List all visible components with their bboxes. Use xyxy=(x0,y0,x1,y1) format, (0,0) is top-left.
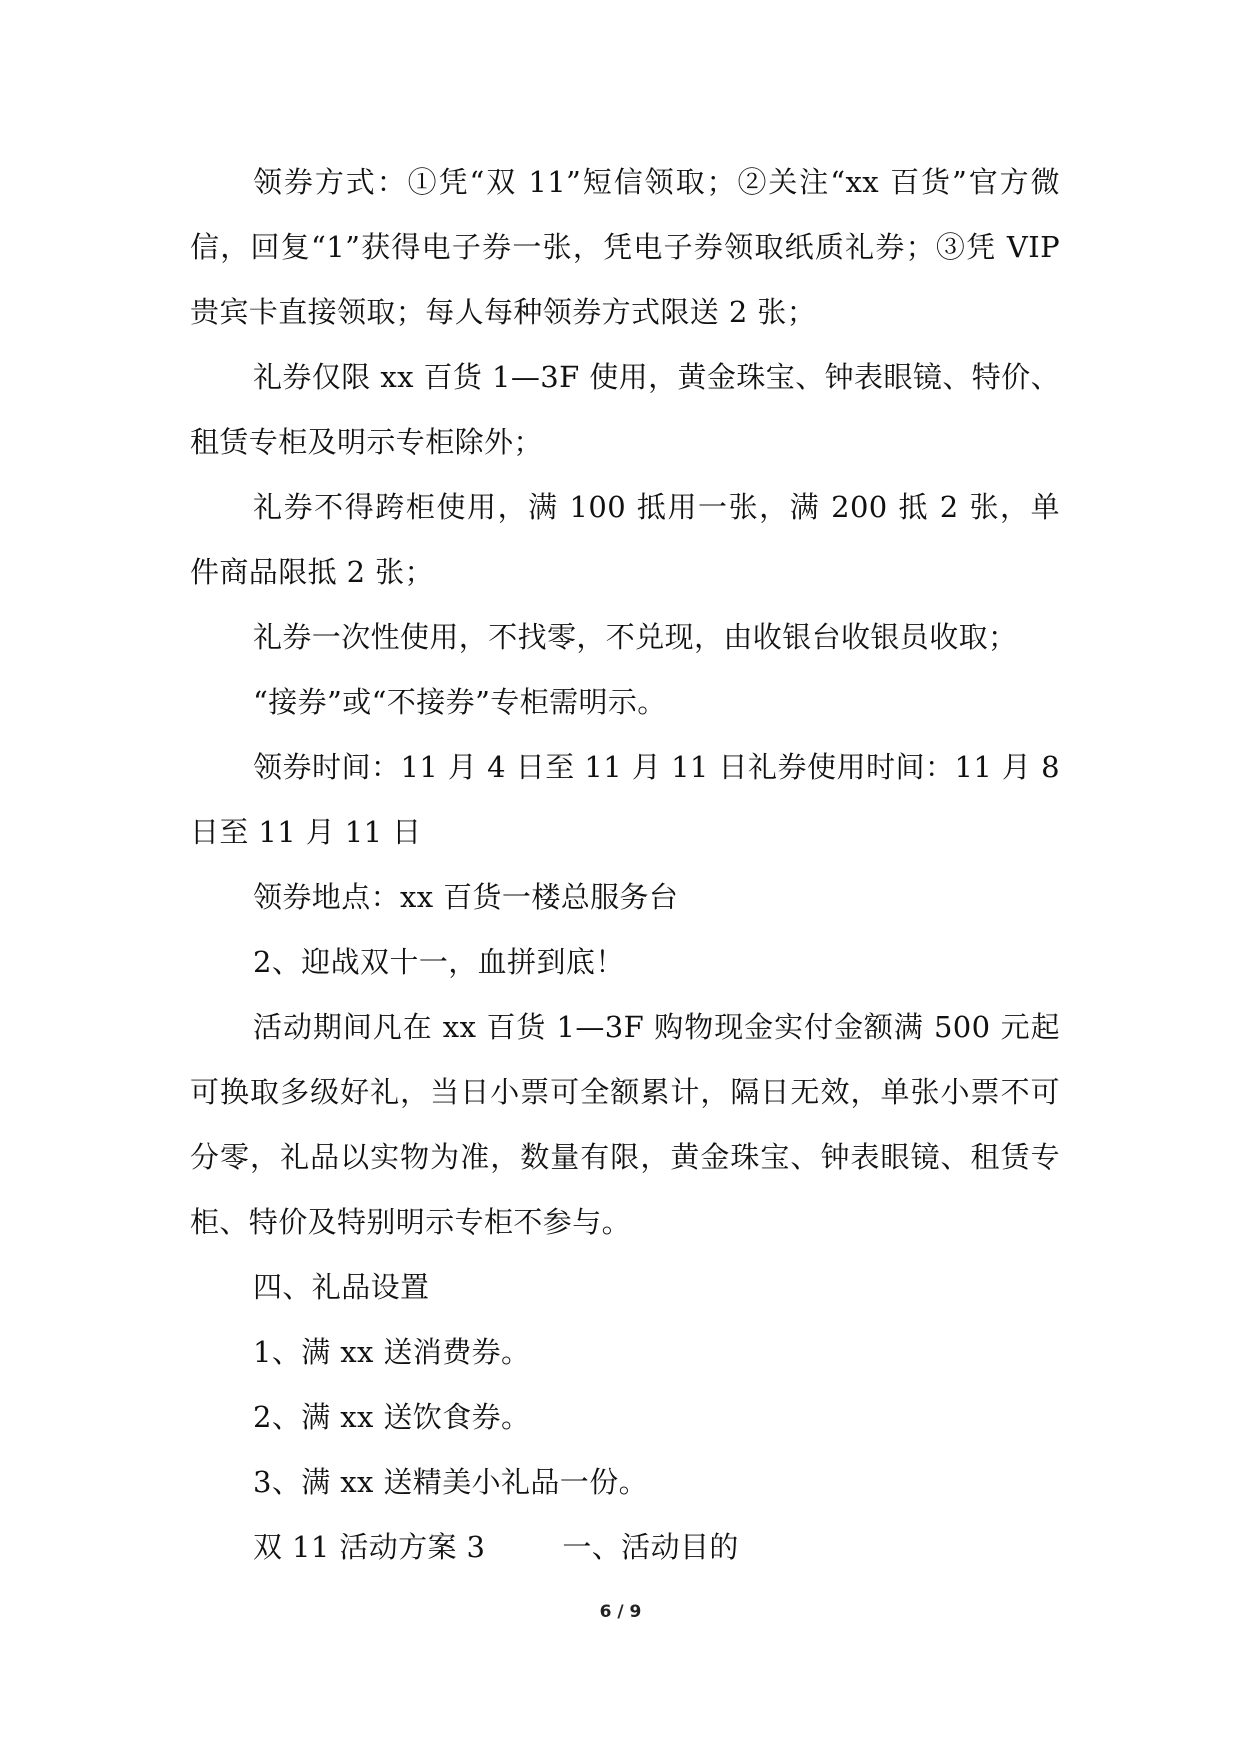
paragraph-coupon-rules: 礼券不得跨柜使用，满 100 抵用一张，满 200 抵 2 张，单件商品限抵 2 张； xyxy=(190,490,1060,589)
paragraph-gift-item-3: 3、满 xx 送精美小礼品一份。 xyxy=(253,1465,648,1499)
paragraph-gift-settings-heading: 四、礼品设置 xyxy=(253,1270,430,1304)
document-body xyxy=(190,150,1060,1580)
paragraph-section-2-title: 2、迎战双十一，血拼到底！ xyxy=(253,945,625,979)
paragraph-coupon-method: 领券方式：①凭“双 11”短信领取；②关注“xx 百货”官方微信，回复“1”获得电子券一张，凭电子券领取纸质礼券；③凭 VIP 贵宾卡直接领取；每人每种领券方式限送 2 张； xyxy=(190,165,1060,329)
paragraph-coupon-single-use: 礼券一次性使用，不找零，不兑现，由收银台收银员收取； xyxy=(253,620,1018,654)
paragraph-coupon-scope: 礼券仅限 xx 百货 1—3F 使用，黄金珠宝、钟表眼镜、特价、租赁专柜及明示专柜除外； xyxy=(190,360,1060,459)
paragraph-coupon-time: 领券时间：11 月 4 日至 11 月 11 日礼券使用时间：11 月 8 日至 11 月 11 日 xyxy=(190,750,1060,849)
paragraph-plan-3-heading xyxy=(190,1515,1060,1580)
paragraph-gift-item-1: 1、满 xx 送消费券。 xyxy=(253,1335,531,1369)
paragraph-coupon-location: 领券地点：xx 百货一楼总服务台 xyxy=(253,880,679,914)
paragraph-activity-details: 活动期间凡在 xx 百货 1—3F 购物现金实付金额满 500 元起可换取多级好礼，当日小票可全额累计，隔日无效，单张小票不可分零，礼品以实物为准，数量有限，黄金珠宝、钟表眼镜、租赁专柜、特价及特别明示专柜不参与。 xyxy=(190,1010,1060,1239)
activity-purpose-heading: 一、活动目的 xyxy=(562,1530,739,1564)
plan-3-title: 双 11 活动方案 3 xyxy=(253,1530,486,1564)
paragraph-gift-item-2: 2、满 xx 送饮食券。 xyxy=(253,1400,531,1434)
paragraph-counter-notice: “接券”或“不接券”专柜需明示。 xyxy=(253,685,667,719)
page-number: 6 / 9 xyxy=(599,1602,642,1622)
